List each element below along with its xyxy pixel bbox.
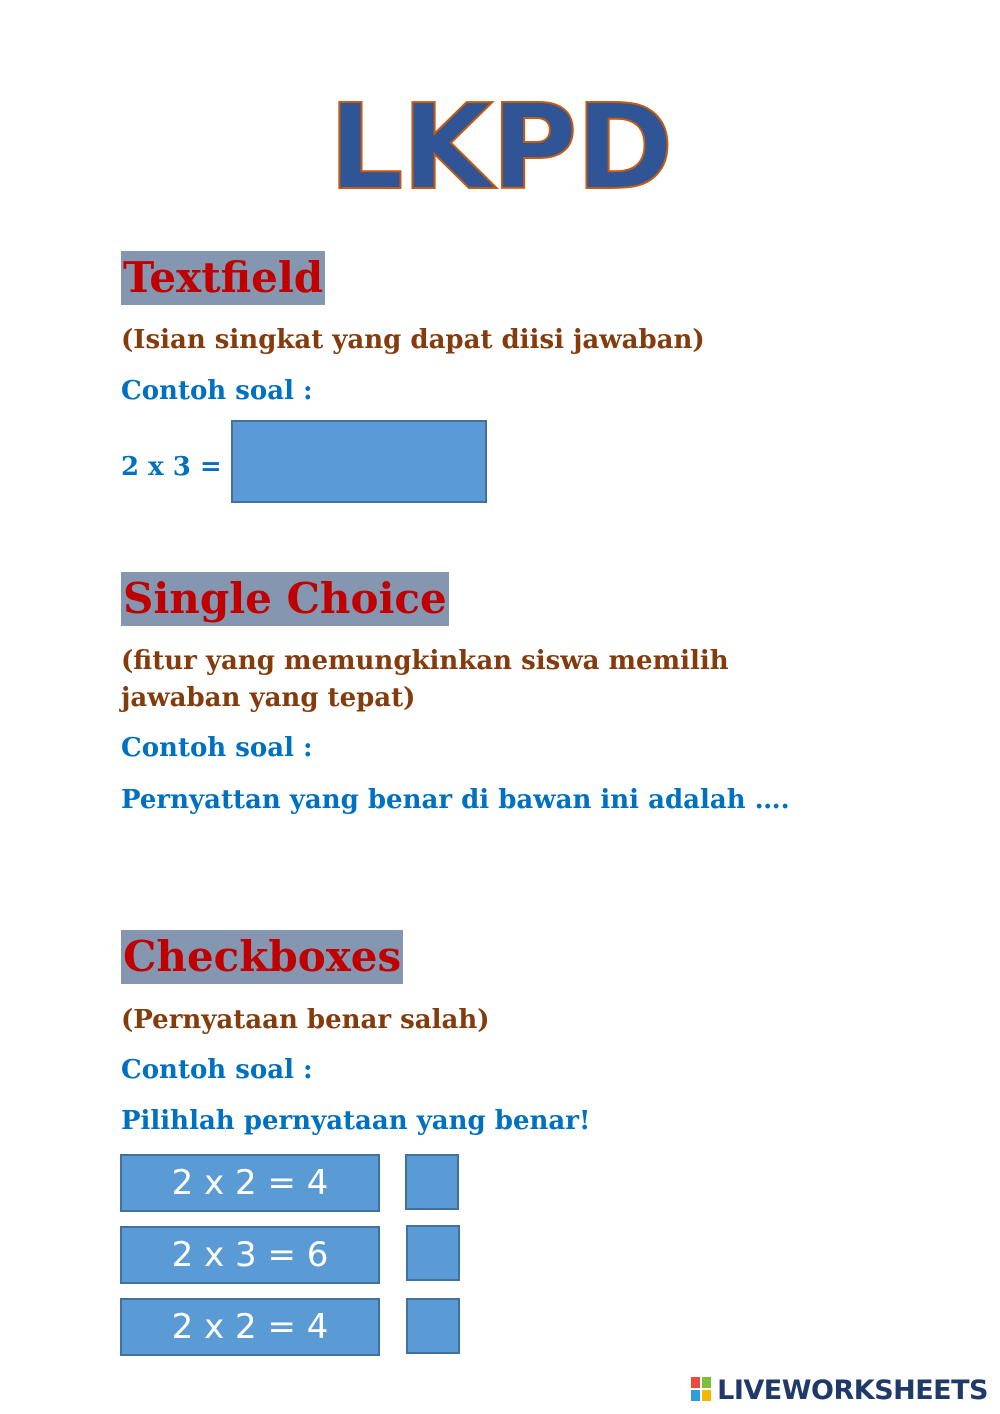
brand-name: LIVEWORKSHEETS: [717, 1374, 988, 1406]
checkboxes-question: Pilihlah pernyataan yang benar!: [121, 1106, 591, 1136]
checkbox-1[interactable]: [405, 1154, 459, 1210]
checkboxes-description: (Pernyataan benar salah): [121, 1005, 490, 1035]
textfield-question: 2 x 3 =: [121, 452, 222, 482]
single-choice-question: Pernyattan yang benar di bawan ini adalah ….: [121, 785, 790, 815]
checkbox-2[interactable]: [406, 1225, 460, 1281]
single-choice-description-line1: (fitur yang memungkinkan siswa memilih: [121, 646, 729, 676]
section-heading-single-choice: Single Choice: [121, 572, 449, 626]
single-choice-description-line2: jawaban yang tepat): [121, 683, 416, 713]
section-heading-textfield: Textfield: [121, 251, 325, 305]
liveworksheets-brand[interactable]: [691, 1370, 988, 1410]
answer-textfield[interactable]: [231, 420, 487, 503]
textfield-example-label: Contoh soal :: [121, 376, 313, 406]
checkbox-3[interactable]: [406, 1298, 460, 1354]
checkboxes-example-label: Contoh soal :: [121, 1055, 313, 1085]
checkbox-option-label: 2 x 3 = 6: [120, 1226, 380, 1284]
liveworksheets-logo-icon: [691, 1377, 713, 1403]
single-choice-example-label: Contoh soal :: [121, 733, 313, 763]
page-title: LKPD: [328, 78, 672, 216]
section-heading-checkboxes: Checkboxes: [121, 930, 403, 984]
textfield-description: (Isian singkat yang dapat diisi jawaban): [121, 325, 705, 355]
checkbox-option-label: 2 x 2 = 4: [120, 1298, 380, 1356]
checkbox-option-label: 2 x 2 = 4: [120, 1154, 380, 1212]
